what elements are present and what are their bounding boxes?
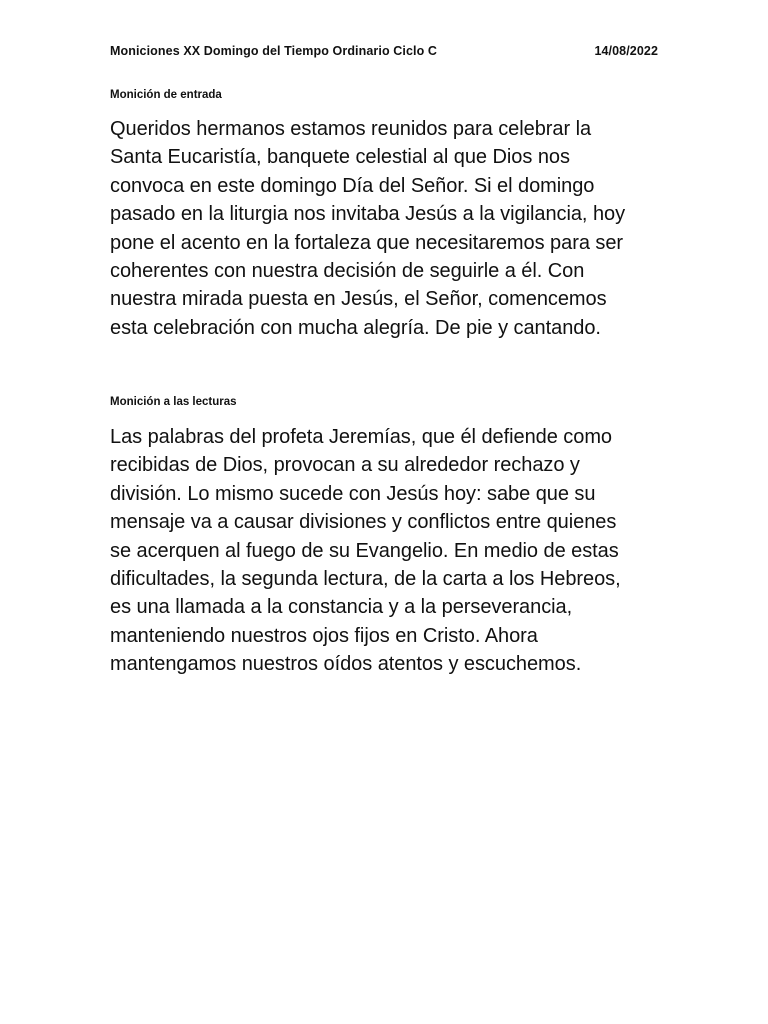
paragraph-line: división. Lo mismo sucede con Jesús hoy: sabe que su bbox=[110, 482, 596, 505]
paragraph-line: mantengamos nuestros oídos atentos y escuchemos. bbox=[110, 653, 582, 676]
paragraph-line: Las palabras del profeta Jeremías, que él defiende como bbox=[110, 426, 613, 448]
document-date: 14/08/2022 bbox=[594, 44, 658, 58]
paragraph-line: esta celebración con mucha alegría. De pie y cantando. bbox=[110, 316, 601, 339]
section-label-lecturas: Monición a las lecturas bbox=[110, 396, 237, 408]
paragraph-line: recibidas de Dios, provocan a su alrededor rechazo y bbox=[110, 454, 580, 477]
paragraph-line: nuestra mirada puesta en Jesús, el Señor, comencemos bbox=[110, 288, 607, 311]
paragraph-line: se acerquen al fuego de su Evangelio. En medio de estas bbox=[110, 539, 619, 562]
section-body-lecturas bbox=[110, 423, 660, 679]
paragraph-line: manteniendo nuestros ojos fijos en Cristo. Ahora bbox=[110, 624, 538, 647]
paragraph-line: pone el acento en la fortaleza que necesitaremos para ser bbox=[110, 231, 624, 254]
paragraph-line: Queridos hermanos estamos reunidos para celebrar la bbox=[110, 118, 592, 140]
paragraph-line: Santa Eucaristía, banquete celestial al que Dios nos bbox=[110, 146, 570, 169]
paragraph-line: es una llamada a la constancia y a la perseverancia, bbox=[110, 596, 573, 619]
paragraph-line: mensaje va a causar divisiones y conflictos entre quienes bbox=[110, 511, 617, 534]
paragraph-line: coherentes con nuestra decisión de seguirle a él. Con bbox=[110, 260, 585, 283]
document-title: Moniciones XX Domingo del Tiempo Ordinario Ciclo C bbox=[110, 44, 438, 58]
section-label-entrada: Monición de entrada bbox=[110, 89, 222, 101]
page-header bbox=[110, 44, 660, 64]
paragraph-line: convoca en este domingo Día del Señor. Si el domingo bbox=[110, 174, 595, 197]
section-body-entrada bbox=[110, 115, 660, 342]
paragraph-line: pasado en la liturgia nos invitaba Jesús a la vigilancia, hoy bbox=[110, 203, 626, 226]
paragraph-line: dificultades, la segunda lectura, de la carta a los Hebreos, bbox=[110, 568, 621, 591]
